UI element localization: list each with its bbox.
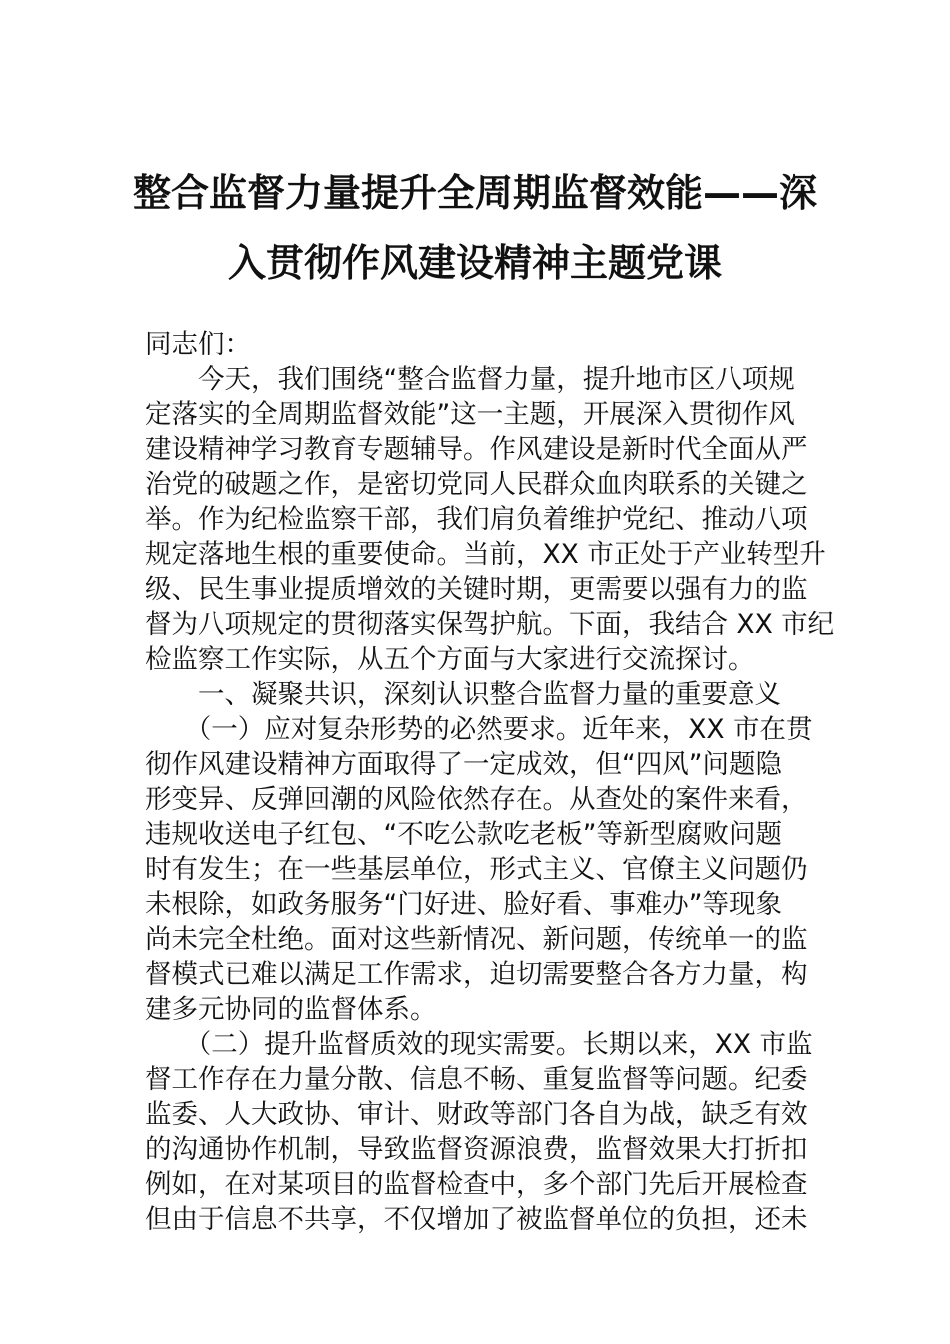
body-line: 规定落地生根的重要使命。当前，XX 市正处于产业转型升 bbox=[145, 539, 826, 570]
body-line: 的沟通协作机制，导致监督资源浪费，监督效果大打折扣 bbox=[145, 1134, 808, 1165]
body-line: 检监察工作实际，从五个方面与大家进行交流探讨。 bbox=[145, 644, 755, 675]
body-line: 督工作存在力量分散、信息不畅、重复监督等问题。纪委 bbox=[145, 1064, 808, 1095]
body-line: 级、民生事业提质增效的关键时期，更需要以强有力的监 bbox=[145, 574, 808, 605]
body-line: 督为八项规定的贯彻落实保驾护航。下面，我结合 XX 市纪 bbox=[145, 609, 835, 640]
body-line: 建设精神学习教育专题辅导。作风建设是新时代全面从严 bbox=[145, 434, 808, 465]
document-title-line-2: 入贯彻作风建设精神主题党课 bbox=[227, 241, 722, 285]
body-line: 举。作为纪检监察干部，我们肩负着维护党纪、推动八项 bbox=[145, 504, 808, 535]
salutation: 同志们： bbox=[145, 329, 251, 360]
body-line: 未根除，如政务服务“门好进、脸好看、事难办”等现象 bbox=[145, 889, 782, 920]
body-line: 形变异、反弹回潮的风险依然存在。从查处的案件来看， bbox=[145, 784, 808, 815]
body-line: 尚未完全杜绝。面对这些新情况、新问题，传统单一的监 bbox=[145, 924, 808, 955]
body-line: 监委、人大政协、审计、财政等部门各自为战，缺乏有效 bbox=[145, 1099, 808, 1130]
body-line: 违规收送电子红包、“不吃公款吃老板”等新型腐败问题 bbox=[145, 819, 782, 850]
body-line: 治党的破题之作，是密切党同人民群众血肉联系的关键之 bbox=[145, 469, 808, 500]
body-line: 时有发生；在一些基层单位，形式主义、官僚主义问题仍 bbox=[145, 854, 808, 885]
document-title-line-1: 整合监督力量提升全周期监督效能——深 bbox=[132, 171, 817, 215]
body-line: 例如，在对某项目的监督检查中，多个部门先后开展检查 bbox=[145, 1169, 808, 1200]
body-line: 但由于信息不共享，不仅增加了被监督单位的负担，还未 bbox=[145, 1204, 808, 1235]
section-heading: 一、凝聚共识，深刻认识整合监督力量的重要意义 bbox=[145, 679, 781, 710]
body-line: （二）提升监督质效的现实需要。长期以来，XX 市监 bbox=[145, 1029, 813, 1060]
body-line: 今天，我们围绕“整合监督力量，提升地市区八项规 bbox=[145, 364, 795, 395]
body-line: （一）应对复杂形势的必然要求。近年来，XX 市在贯 bbox=[145, 714, 813, 745]
body-line: 彻作风建设精神方面取得了一定成效，但“四风”问题隐 bbox=[145, 749, 782, 780]
body-line: 建多元协同的监督体系。 bbox=[145, 994, 437, 1025]
body-line: 定落实的全周期监督效能”这一主题，开展深入贯彻作风 bbox=[145, 399, 795, 430]
body-line: 督模式已难以满足工作需求，迫切需要整合各方力量，构 bbox=[145, 959, 808, 990]
